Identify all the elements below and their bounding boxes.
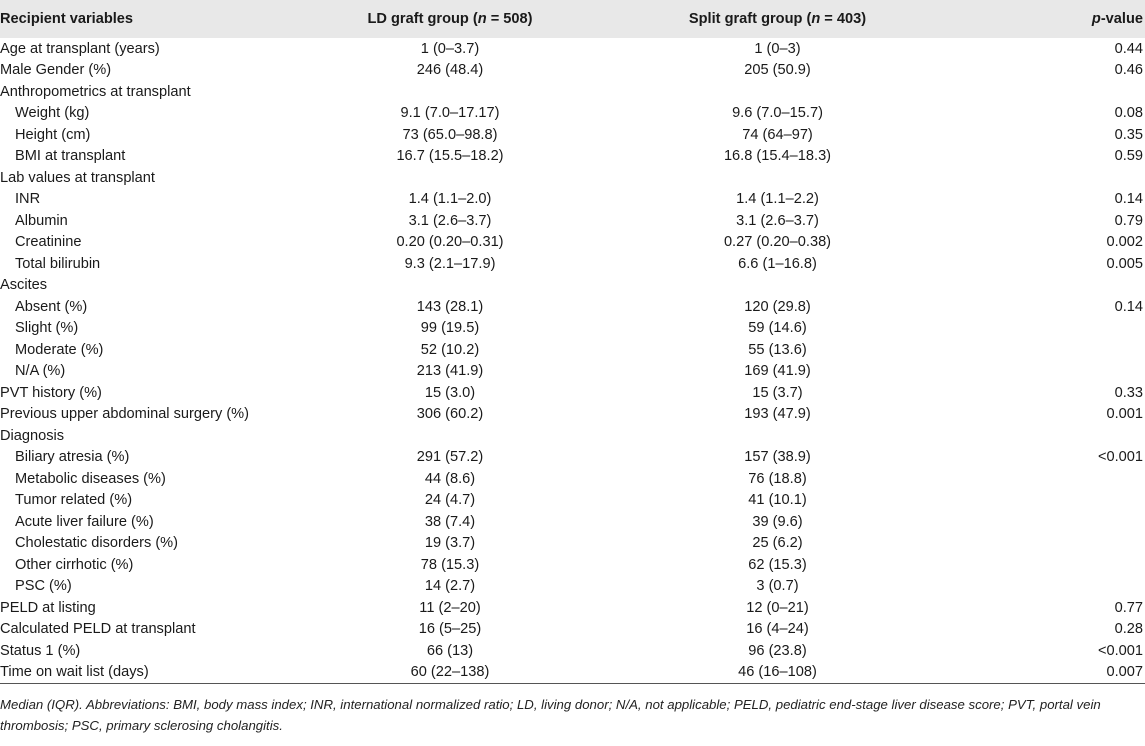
- split-graft-value: [600, 167, 955, 189]
- split-graft-value: [600, 425, 955, 447]
- header-split-prefix: Split graft group (: [688, 11, 812, 27]
- split-graft-value: 12 (0–21): [746, 599, 809, 616]
- p-value: 0.14: [1114, 191, 1143, 208]
- row-label: Total bilirubin: [15, 255, 101, 272]
- row-label: Height (cm): [15, 126, 91, 143]
- ld-graft-value: 24 (4.7): [424, 492, 476, 509]
- split-graft-value: 0.27 (0.20–0.38): [723, 234, 832, 251]
- p-value: [955, 167, 1145, 189]
- table-row: [0, 210, 1145, 232]
- split-graft-value: 16 (4–24): [746, 621, 809, 638]
- row-label: Status 1 (%): [0, 642, 81, 659]
- row-label: Calculated PELD at transplant: [0, 621, 196, 638]
- p-value: [955, 361, 1145, 383]
- split-graft-value: 76 (18.8): [748, 470, 807, 487]
- row-label: Tumor related (%): [15, 492, 133, 509]
- row-label: PSC (%): [15, 578, 72, 595]
- table-row: [0, 597, 1145, 619]
- ld-graft-value: 44 (8.6): [424, 470, 476, 487]
- table-row: [0, 382, 1145, 404]
- split-graft-value: 62 (15.3): [748, 556, 807, 573]
- ld-graft-value: [300, 167, 600, 189]
- table-row: [0, 189, 1145, 211]
- table-body: [0, 38, 1145, 683]
- table-row: [0, 296, 1145, 318]
- p-value: [955, 425, 1145, 447]
- table-row: [0, 253, 1145, 275]
- row-label: Metabolic diseases (%): [15, 470, 166, 487]
- ld-graft-value: 11 (2–20): [419, 599, 481, 616]
- ld-graft-value: 213 (41.9): [416, 363, 484, 380]
- p-value: [955, 490, 1145, 512]
- table-row: [0, 425, 1145, 447]
- header-recipient-variables: Recipient variables: [0, 11, 134, 27]
- ld-graft-value: 246 (48.4): [416, 62, 484, 79]
- row-label: Moderate (%): [15, 341, 104, 358]
- ld-graft-value: 52 (10.2): [420, 341, 480, 358]
- table-row: [0, 511, 1145, 533]
- table-row: [0, 619, 1145, 641]
- table-row: [0, 38, 1145, 60]
- p-value: [955, 554, 1145, 576]
- row-label: Absent (%): [15, 298, 88, 315]
- row-label: Biliary atresia (%): [15, 449, 130, 466]
- split-graft-value: 16.8 (15.4–18.3): [723, 148, 832, 165]
- p-value: 0.001: [1106, 406, 1143, 423]
- table-row: [0, 103, 1145, 125]
- p-value: 0.59: [1114, 148, 1143, 165]
- p-value: [955, 339, 1145, 361]
- split-graft-value: 46 (16–108): [600, 662, 955, 684]
- row-label: Creatinine: [15, 234, 82, 251]
- row-label: Previous upper abdominal surgery (%): [0, 406, 250, 423]
- table-row: [0, 275, 1145, 297]
- split-graft-value: 120 (29.8): [744, 298, 811, 315]
- table-row: [0, 447, 1145, 469]
- p-value: [955, 318, 1145, 340]
- row-label: Ascites: [0, 277, 48, 294]
- split-graft-value: 6.6 (1–16.8): [738, 255, 817, 272]
- ld-graft-value: [300, 81, 600, 103]
- ld-graft-value: 291 (57.2): [416, 449, 484, 466]
- table-row: [0, 533, 1145, 555]
- p-value: [955, 576, 1145, 598]
- table-row: [0, 404, 1145, 426]
- header-ld-prefix: LD graft group (: [367, 11, 478, 27]
- p-value: 0.28: [1114, 621, 1143, 638]
- table-row: [0, 361, 1145, 383]
- row-label: Lab values at transplant: [0, 169, 155, 186]
- ld-graft-value: 73 (65.0–98.8): [402, 126, 498, 143]
- split-graft-value: 96 (23.8): [748, 642, 807, 659]
- row-label: Slight (%): [15, 320, 79, 337]
- table-row: [0, 146, 1145, 168]
- header-p-suffix: -value: [1100, 11, 1143, 27]
- header-split-n: n: [811, 11, 821, 27]
- p-value: <0.001: [1097, 449, 1143, 466]
- table-row: [0, 124, 1145, 146]
- table-row: [0, 490, 1145, 512]
- split-graft-value: 9.6 (7.0–15.7): [732, 105, 823, 122]
- row-label: Age at transplant (years): [0, 40, 160, 57]
- p-value: 0.79: [1114, 212, 1143, 229]
- split-graft-value: 59 (14.6): [748, 320, 807, 337]
- split-graft-value: 74 (64–97): [742, 126, 813, 143]
- table-row: [0, 167, 1145, 189]
- header-ld-n-value: = 508): [486, 11, 533, 27]
- row-label: PVT history (%): [0, 384, 102, 401]
- row-label: N/A (%): [15, 363, 66, 380]
- header-split-n-value: = 403): [820, 11, 867, 27]
- row-label: Albumin: [15, 212, 68, 229]
- ld-graft-value: 14 (2.7): [424, 578, 476, 595]
- table-row: [0, 232, 1145, 254]
- p-value: <0.001: [1097, 642, 1143, 659]
- header-split-graft-group: [600, 0, 955, 38]
- p-value: 0.44: [1114, 40, 1143, 57]
- row-label: INR: [15, 191, 41, 208]
- split-graft-value: [600, 275, 955, 297]
- split-graft-value: 39 (9.6): [752, 513, 803, 530]
- split-graft-value: 1.4 (1.1–2.2): [736, 191, 819, 208]
- header-ld-n: n: [477, 11, 487, 27]
- table-row: [0, 468, 1145, 490]
- ld-graft-value: 60 (22–138): [300, 662, 600, 684]
- ld-graft-value: [300, 275, 600, 297]
- p-value: [955, 275, 1145, 297]
- table-row: [0, 640, 1145, 662]
- ld-graft-value: 78 (15.3): [420, 556, 480, 573]
- p-value: 0.77: [1114, 599, 1143, 616]
- header-ld-graft-group: [300, 0, 600, 38]
- row-label: Cholestatic disorders (%): [15, 535, 179, 552]
- header-row: [0, 0, 1145, 38]
- table-row: [0, 554, 1145, 576]
- table-row: [0, 339, 1145, 361]
- ld-graft-value: 306 (60.2): [416, 406, 484, 423]
- row-label: Diagnosis: [0, 427, 65, 444]
- table-row: [0, 318, 1145, 340]
- ld-graft-value: 1.4 (1.1–2.0): [408, 191, 492, 208]
- ld-graft-value: 9.1 (7.0–17.17): [400, 105, 500, 122]
- p-value: 0.005: [1106, 255, 1143, 272]
- p-value: 0.002: [1106, 234, 1143, 251]
- split-graft-value: [600, 81, 955, 103]
- row-label: Acute liver failure (%): [15, 513, 154, 530]
- row-label: Male Gender (%): [0, 62, 112, 79]
- split-graft-value: 3.1 (2.6–3.7): [736, 212, 819, 229]
- split-graft-value: 3 (0.7): [756, 578, 799, 595]
- ld-graft-value: 66 (13): [426, 642, 474, 659]
- row-label: Anthropometrics at transplant: [0, 83, 191, 100]
- row-label: Time on wait list (days): [0, 662, 300, 684]
- row-label: PELD at listing: [0, 599, 96, 616]
- split-graft-value: 25 (6.2): [752, 535, 803, 552]
- split-graft-value: 157 (38.9): [744, 449, 811, 466]
- ld-graft-value: 3.1 (2.6–3.7): [408, 212, 492, 229]
- p-value: [955, 533, 1145, 555]
- p-value: 0.08: [1114, 105, 1143, 122]
- split-graft-value: 15 (3.7): [752, 384, 803, 401]
- split-graft-value: 55 (13.6): [748, 341, 807, 358]
- ld-graft-value: 15 (3.0): [424, 384, 476, 401]
- p-value: 0.46: [1114, 62, 1143, 79]
- table-footnote: Median (IQR). Abbreviations: BMI, body mass index; INR, international normalized ratio; LD, living donor; N/A, not applicable; PELD, pediatric end-stage liver disease score; PVT, portal vein thrombosis; PSC, primary sclerosing cholangitis.: [0, 696, 1101, 733]
- table-header: [0, 0, 1145, 38]
- ld-graft-value: [300, 425, 600, 447]
- ld-graft-value: 38 (7.4): [424, 513, 476, 530]
- p-value: 0.007: [955, 662, 1145, 684]
- table-row: [0, 81, 1145, 103]
- ld-graft-value: 0.20 (0.20–0.31): [396, 234, 504, 251]
- split-graft-value: 205 (50.9): [744, 62, 811, 79]
- split-graft-value: 169 (41.9): [744, 363, 811, 380]
- table-row: [0, 576, 1145, 598]
- p-value: [955, 81, 1145, 103]
- row-label: Other cirrhotic (%): [15, 556, 134, 573]
- table-row: [0, 662, 1145, 684]
- p-value: 0.35: [1114, 126, 1143, 143]
- p-value: [955, 468, 1145, 490]
- ld-graft-value: 16 (5–25): [418, 621, 482, 638]
- p-value: 0.14: [1114, 298, 1143, 315]
- row-label: Weight (kg): [15, 105, 90, 122]
- header-p: p: [1091, 11, 1101, 27]
- p-value: 0.33: [1114, 384, 1143, 401]
- ld-graft-value: 1 (0–3.7): [420, 40, 480, 57]
- header-p-value: [955, 0, 1145, 38]
- ld-graft-value: 99 (19.5): [420, 320, 480, 337]
- ld-graft-value: 16.7 (15.5–18.2): [396, 148, 504, 165]
- ld-graft-value: 19 (3.7): [424, 535, 476, 552]
- p-value: [955, 511, 1145, 533]
- split-graft-value: 41 (10.1): [748, 492, 807, 509]
- split-graft-value: 1 (0–3): [754, 40, 801, 57]
- ld-graft-value: 9.3 (2.1–17.9): [404, 255, 496, 272]
- split-graft-value: 193 (47.9): [744, 406, 811, 423]
- ld-graft-value: 143 (28.1): [416, 298, 484, 315]
- table-row: [0, 60, 1145, 82]
- row-label: BMI at transplant: [15, 148, 126, 165]
